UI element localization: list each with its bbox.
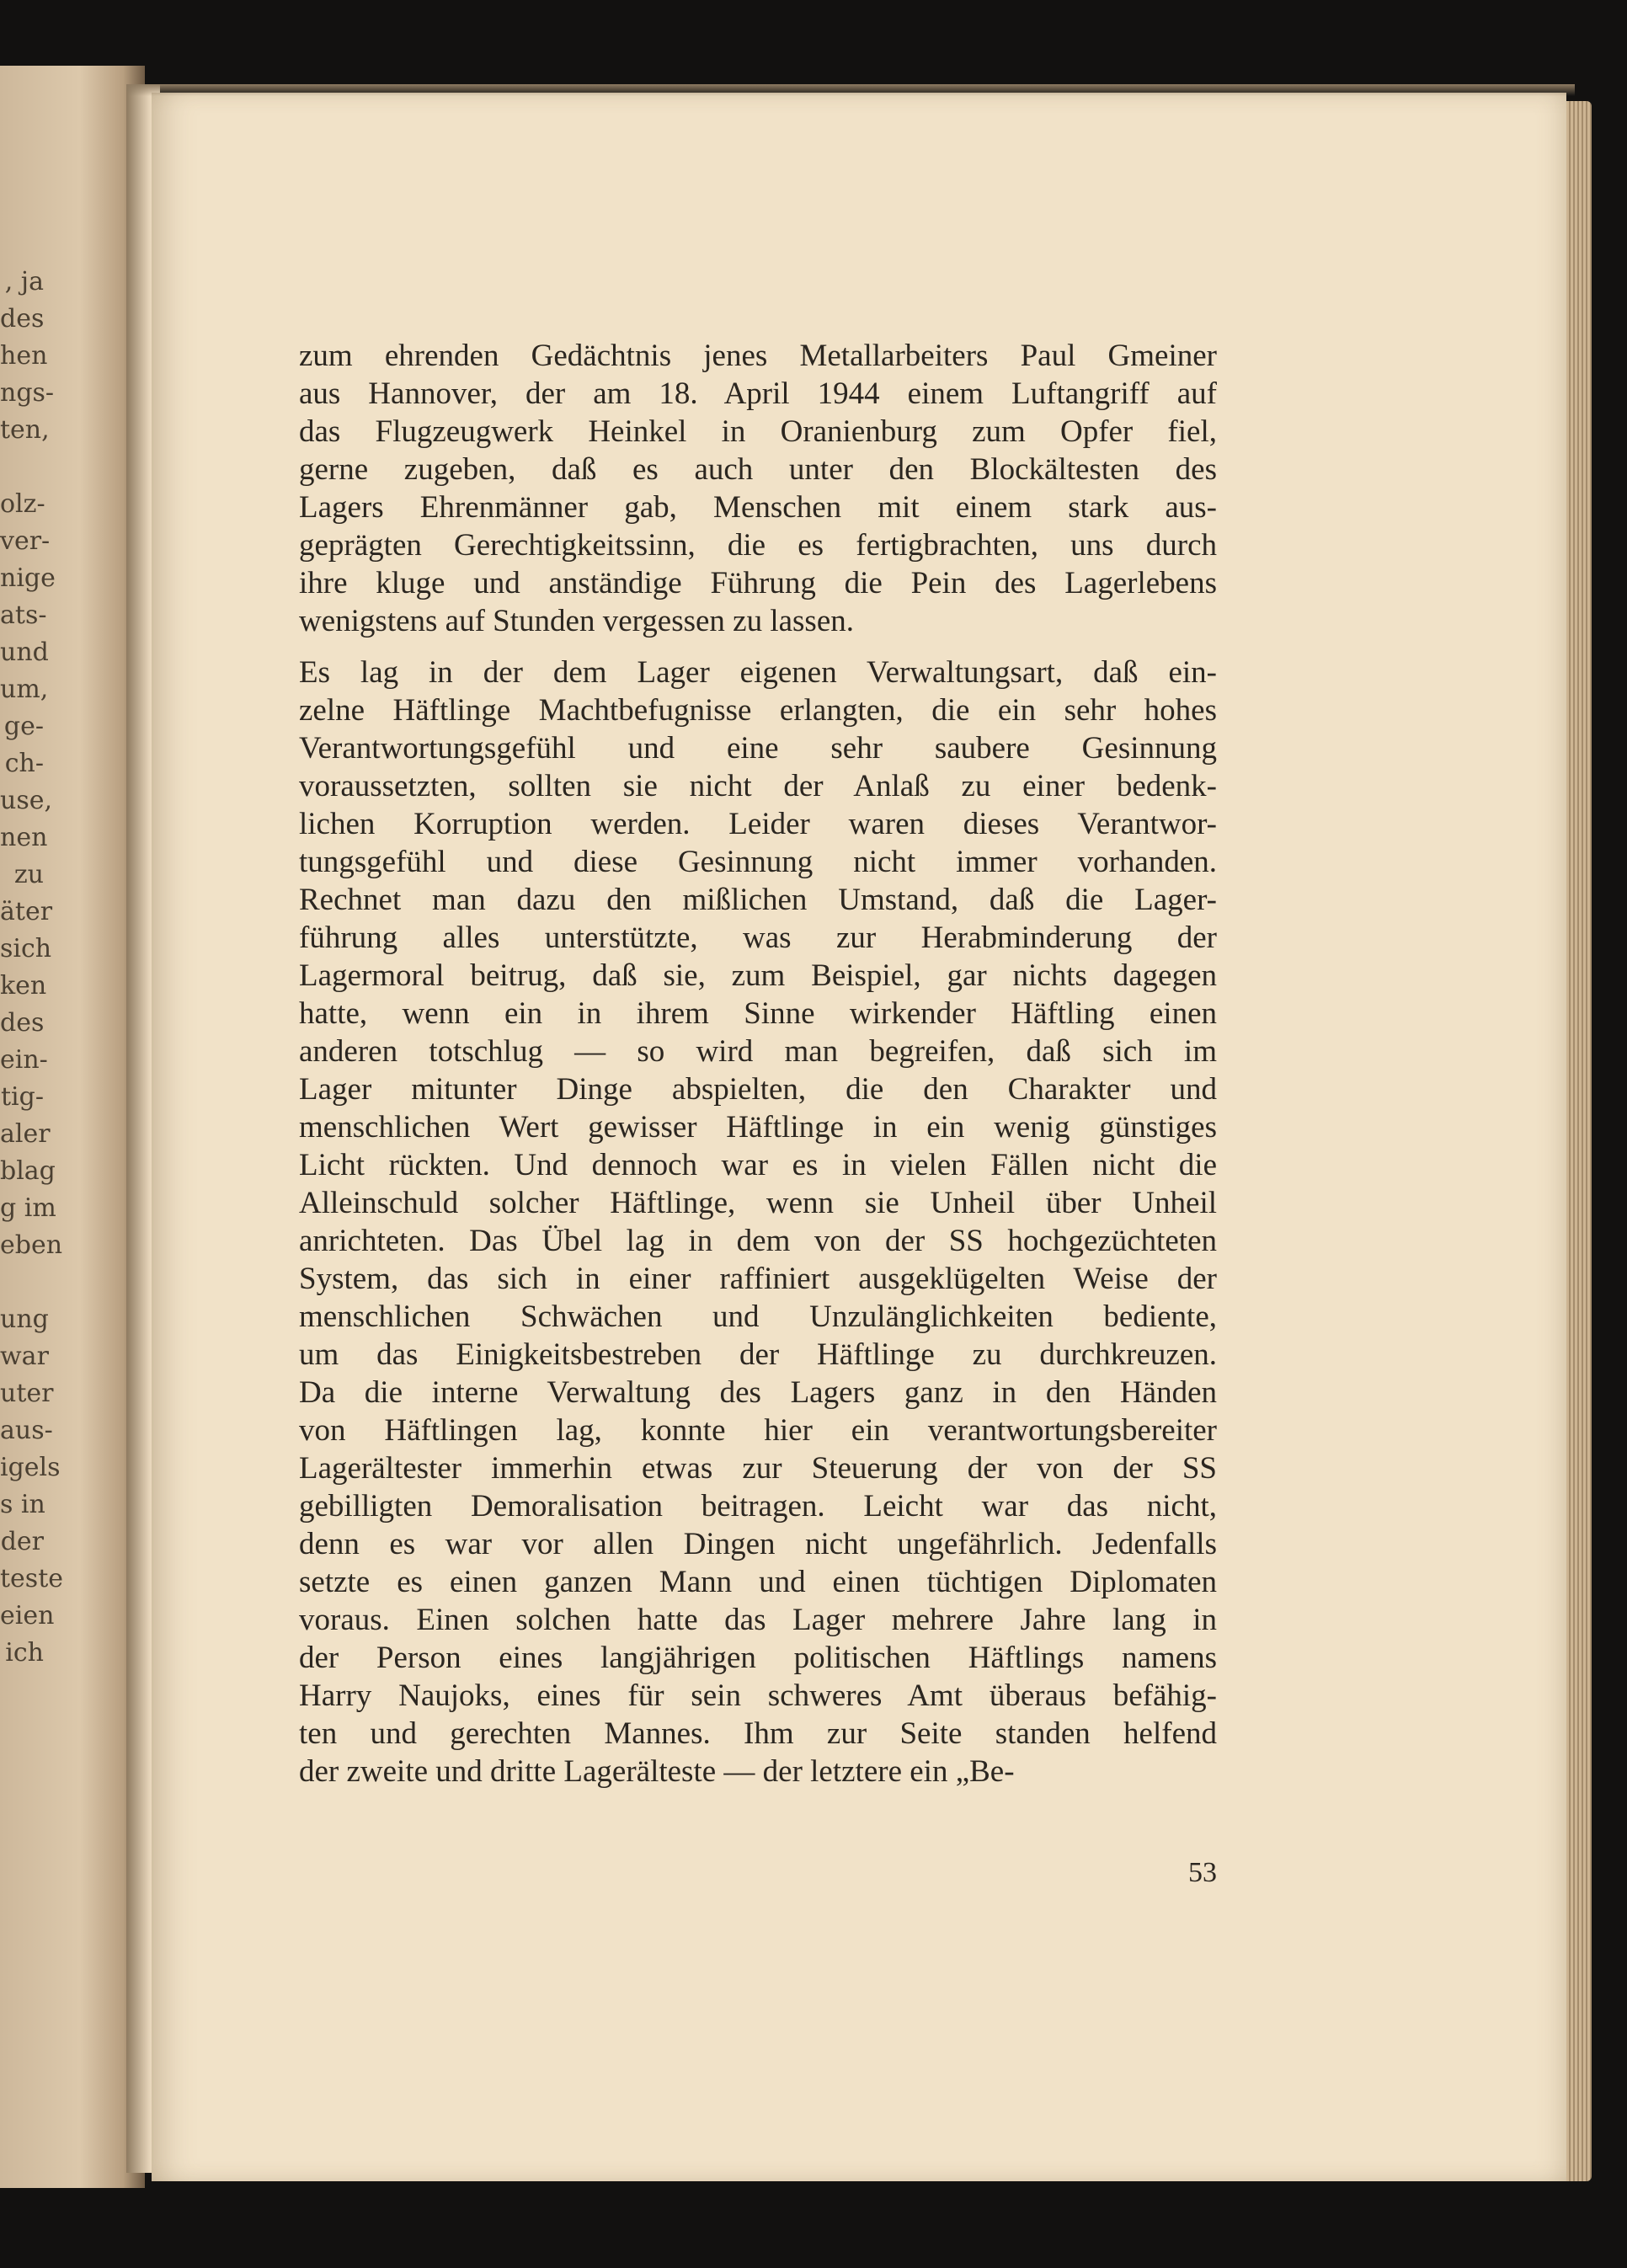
previous-page-fragment: ung [0, 1305, 49, 1334]
text-line: zelne Häftlinge Machtbefugnisse erlangten, die ein sehr hohes [299, 693, 1217, 728]
previous-page-fragment: ge- [3, 712, 44, 741]
text-line: Lagermoral beitrug, daß sie, zum Beispiel, gar nichts dagegen [299, 958, 1217, 993]
text-line: um das Einigkeitsbestreben der Häftlinge zu durchkreuzen. [299, 1337, 1217, 1372]
text-line: führung alles unterstützte, was zur Herabminderung der [299, 921, 1217, 955]
text-line: tungsgefühl und diese Gesinnung nicht immer vorhanden. [299, 845, 1217, 879]
text-line: Alleinschuld solcher Häftlinge, wenn sie Unheil über Unheil [299, 1186, 1217, 1220]
text-line: wenigstens auf Stunden vergessen zu lassen. [299, 604, 855, 638]
text-line: gerne zugeben, daß es auch unter den Blockältesten des [299, 452, 1217, 487]
paragraph-2 [299, 654, 1217, 1790]
previous-page-fragment: eien [0, 1601, 55, 1630]
previous-page-fragment: war [0, 1342, 49, 1371]
text-line: der zweite und dritte Lagerälteste — der letztere ein „Be- [299, 1754, 1015, 1789]
previous-page-fragment: aus- [0, 1416, 53, 1445]
page-number: 53 [1188, 1857, 1217, 1888]
text-line: ihre kluge und anständige Führung die Pein des Lagerlebens [299, 566, 1217, 600]
previous-page-fragment: zu [13, 860, 44, 889]
page-body-text [299, 337, 1217, 1790]
text-line: Es lag in der dem Lager eigenen Verwaltungsart, daß ein- [299, 655, 1217, 690]
text-line: Da die interne Verwaltung des Lagers ganz in den Händen [299, 1375, 1217, 1410]
previous-page-fragment: blag [0, 1156, 56, 1186]
text-line: Rechnet man dazu den mißlichen Umstand, daß die Lager- [299, 883, 1217, 917]
previous-page-fragment: igels [0, 1453, 61, 1482]
previous-page-fragment: uter [0, 1379, 54, 1408]
text-line: das Flugzeugwerk Heinkel in Oranienburg zum Opfer fiel, [299, 414, 1217, 449]
previous-page-edge [0, 66, 145, 2188]
previous-page-fragment: s in [0, 1490, 45, 1519]
previous-page-fragment: use, [0, 786, 53, 815]
text-line: von Häftlingen lag, konnte hier ein verantwortungsbereiter [299, 1413, 1217, 1448]
text-line: der Person eines langjährigen politischen Häftlings namens [299, 1641, 1217, 1675]
text-line: aus Hannover, der am 18. April 1944 einem Luftangriff auf [299, 376, 1217, 411]
text-line: Harry Naujoks, eines für sein schweres Amt überaus befähig- [299, 1678, 1217, 1713]
text-line: gebilligten Demoralisation beitragen. Leicht war das nicht, [299, 1489, 1217, 1524]
previous-page-fragment: äter [0, 897, 53, 926]
previous-page-fragment: ein- [0, 1045, 48, 1075]
previous-page-fragment: , ja [4, 267, 44, 296]
previous-page-fragment [0, 449, 44, 486]
previous-page-fragment: ich [5, 1638, 44, 1668]
previous-page-fragment: des [0, 304, 45, 334]
previous-page-fragment: eben [0, 1230, 63, 1260]
previous-page-text-fragments [0, 264, 64, 1672]
text-line: geprägten Gerechtigkeitssinn, die es fertigbrachten, uns durch [299, 528, 1217, 563]
paragraph-1 [299, 337, 1217, 640]
text-line: Licht rückten. Und dennoch war es in vielen Fällen nicht die [299, 1148, 1217, 1182]
previous-page-fragment: sich [0, 934, 52, 963]
text-line: Lagers Ehrenmänner gab, Menschen mit einem stark aus- [299, 490, 1217, 525]
previous-page-fragment: um, [0, 675, 49, 704]
previous-page-fragment: ver- [0, 526, 51, 556]
text-line: setzte es einen ganzen Mann und einen tüchtigen Diplomaten [299, 1565, 1217, 1599]
previous-page-fragment: hen [0, 341, 48, 371]
previous-page-fragment: der [0, 1527, 44, 1556]
previous-page-fragment: olz- [0, 489, 45, 519]
text-line: ten und gerechten Mannes. Ihm zur Seite standen helfend [299, 1716, 1217, 1751]
text-line: Verantwortungsgefühl und eine sehr saubere Gesinnung [299, 731, 1217, 766]
text-line: menschlichen Wert gewisser Häftlinge in ein wenig günstiges [299, 1110, 1217, 1145]
previous-page-fragment: des [0, 1008, 45, 1038]
previous-page-fragment: ch- [4, 749, 44, 778]
previous-page-fragment: teste [0, 1564, 64, 1593]
previous-page-fragment: ats- [0, 600, 47, 630]
page-top-shadow [126, 84, 1575, 96]
text-line: anrichteten. Das Übel lag in dem von der SS hochgezüchteten [299, 1224, 1217, 1258]
previous-page-fragment: nen [0, 823, 48, 852]
previous-page-fragment: aler [0, 1119, 51, 1149]
text-line: voraus. Einen solchen hatte das Lager mehrere Jahre lang in [299, 1603, 1217, 1637]
previous-page-fragment [0, 1264, 44, 1301]
previous-page-fragment: g im [0, 1193, 56, 1223]
text-line: Lagerältester immerhin etwas zur Steuerung der von der SS [299, 1451, 1217, 1486]
previous-page-fragment: nige [0, 563, 56, 593]
text-line: denn es war vor allen Dingen nicht ungefährlich. Jedenfalls [299, 1527, 1217, 1561]
text-line: System, das sich in einer raffiniert ausgeklügelten Weise der [299, 1262, 1217, 1296]
previous-page-fragment: ngs- [0, 378, 55, 408]
text-line: voraussetzten, sollten sie nicht der Anlaß zu einer bedenk- [299, 769, 1217, 803]
text-line: anderen totschlug — so wird man begreifen, daß sich im [299, 1034, 1217, 1069]
text-line: zum ehrenden Gedächtnis jenes Metallarbeiters Paul Gmeiner [299, 339, 1217, 373]
text-line: Lager mitunter Dinge abspielten, die den Charakter und [299, 1072, 1217, 1107]
previous-page-fragment: ken [0, 971, 47, 1001]
previous-page-fragment: ten, [0, 415, 50, 445]
previous-page-fragment: und [0, 638, 49, 667]
text-line: menschlichen Schwächen und Unzulänglichkeiten bediente, [299, 1299, 1217, 1334]
text-line: lichen Korruption werden. Leider waren dieses Verantwor- [299, 807, 1217, 841]
text-line: hatte, wenn ein in ihrem Sinne wirkender Häftling einen [299, 996, 1217, 1031]
previous-page-fragment: tig- [1, 1082, 44, 1112]
